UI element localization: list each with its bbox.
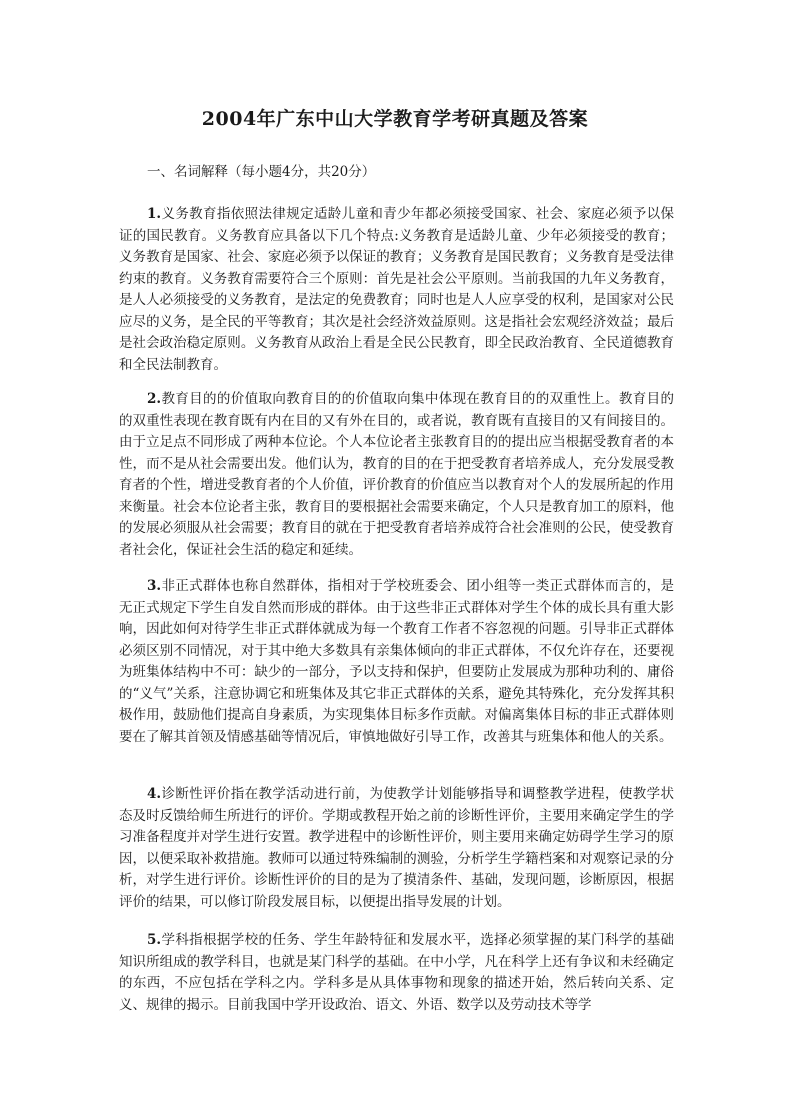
paragraph-number: 2. xyxy=(147,391,162,407)
paragraph-4 xyxy=(119,784,674,913)
paragraph-number: 4. xyxy=(147,786,162,802)
paragraph-number: 1. xyxy=(147,206,162,222)
paragraph-3 xyxy=(119,576,674,748)
paragraph-text: 学科指根据学校的任务、学生年龄特征和发展水平，选择必须掌握的某门科学的基础知识所组成的教学科目，也就是某门科学的基础。在中小学，凡在科学上还有争议和未经确定的东西，不应包括在学科之内。学科多是从具体事物和现象的描述开始，然后转向关系、定义、规律的揭示。目前我国中学开设政治、语文、外语、数学以及劳动技术等学 xyxy=(119,932,674,1013)
paragraph-number: 5. xyxy=(147,932,162,948)
paragraph-text: 教育目的的价值取向教育目的的价值取向集中体现在教育目的的双重性上。教育目的的双重性表现在教育既有内在目的又有外在目的，或者说，教育既有直接目的又有间接目的。由于立足点不同形成了两种本位论。个人本位论者主张教育目的的提出应当根据受教育者的本性，而不是从社会需要出发。他们认为，教育的目的在于把受教育者培养成人，充分发展受教育者的个性，增进受教育者的个人价值，评价教育的价值应当以教育对个人的发展所起的作用来衡量。社会本位论者主张，教育目的要根据社会需要来确定，个人只是教育加工的原料，他的发展必须服从社会需要；教育目的就在于把受教育者培养成符合社会准则的公民，使受教育者社会化，保证社会生活的稳定和延续。 xyxy=(119,391,674,558)
paragraph-text: 诊断性评价指在教学活动进行前，为使教学计划能够指导和调整教学进程，使教学状态及时反馈给师生所进行的评价。学期或教程开始之前的诊断性评价，主要用来确定学生的学习准备程度并对学生进行安置。教学进程中的诊断性评价，则主要用来确定妨碍学生学习的原因，以便采取补救措施。教师可以通过特殊编制的测验，分析学生学籍档案和对观察记录的分析，对学生进行评价。诊断性评价的目的是为了摸清条件、基础，发现问题，诊断原因，根据评价的结果，可以修订阶段发展目标，以便提出指导发展的计划。 xyxy=(119,786,674,910)
paragraph-1 xyxy=(119,204,674,376)
section-heading: 一、名词解释（每小题4分，共20分） xyxy=(147,164,376,180)
paragraph-5 xyxy=(119,930,674,1016)
paragraph-2 xyxy=(119,389,674,561)
paragraph-text: 义务教育指依照法律规定适龄儿童和青少年都必须接受国家、社会、家庭必须予以保证的国民教育。义务教育应具备以下几个特点:义务教育是适龄儿童、少年必须接受的教育；义务教育是国家、社会、家庭必须予以保证的教育；义务教育是国民教育；义务教育是受法律约束的教育。义务教育需要符合三个原则：首先是社会公平原则。当前我国的九年义务教育，是人人必须接受的义务教育，是法定的免费教育；同时也是人人应享受的权利，是国家对公民应尽的义务，是全民的平等教育；其次是社会经济效益原则。这是指社会宏观经济效益；最后是社会政治稳定原则。义务教育从政治上看是全民公民教育，即全民政治教育、全民道德教育和全民法制教育。 xyxy=(119,206,674,373)
paragraph-text: 非正式群体也称自然群体，指相对于学校班委会、团小组等一类正式群体而言的，是无正式规定下学生自发自然而形成的群体。由于这些非正式群体对学生个体的成长具有重大影响，因此如何对待学生非正式群体就成为每一个教育工作者不容忽视的问题。引导非正式群体必须区别不同情况，对于其中绝大多数具有亲集体倾向的非正式群体，不仅允许存在，还要视为班集体结构中不可：缺少的一部分，予以支持和保护，但要防止发展成为那种功利的、庸俗的“义气”关系，注意协调它和班集体及其它非正式群体的关系，避免其特殊化，充分发挥其积极作用，鼓励他们提高自身素质，为实现集体目标多作贡献。对偏离集体目标的非正式群体则要在了解其首领及情感基础等情况后，审慎地做好引导工作，改善其与班集体和他人的关系。 xyxy=(119,578,674,745)
paragraph-number: 3. xyxy=(147,578,162,594)
document-title: 2004年广东中山大学教育学考研真题及答案 xyxy=(201,108,589,130)
